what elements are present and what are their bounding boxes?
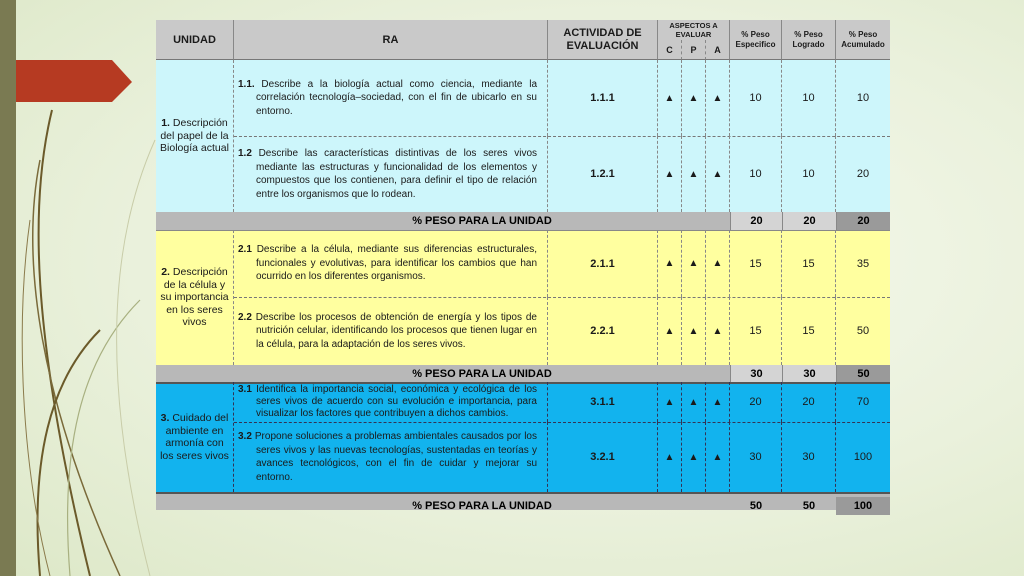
activity-1-1-1: 1.1.1 <box>548 60 658 136</box>
header-peso-logrado: % Peso Logrado <box>782 20 836 60</box>
activity-1-2-1: 1.2.1 <box>548 136 658 212</box>
triangle-c-1-1: ▲ <box>658 60 682 136</box>
unit-3-summary-especifico: 50 <box>749 500 763 512</box>
peso-acumulado-1-1: 10 <box>856 92 870 104</box>
triangle-c-1-2: ▲ <box>658 136 682 212</box>
triangle-a-2-1: ▲ <box>706 230 730 297</box>
peso-logrado-2-1: 15 <box>782 230 836 297</box>
header-peso-acumulado: % Peso Acumulado <box>836 20 890 60</box>
activity-2-1-1: 2.1.1 <box>548 230 658 297</box>
ra-2-1: 2.1 Describe a la célula, mediante sus diferencias estructurales, funcionales y evolutivas, para identificar los cambios que han ocurrido en los diferentes organismos. <box>234 230 548 297</box>
header-actividad: ACTIVIDAD DE EVALUACIÓN <box>548 20 658 60</box>
triangle-p-1-2: ▲ <box>682 136 706 212</box>
triangle-p-2-2: ▲ <box>682 297 706 365</box>
unit-3-summary-label: % PESO PARA LA UNIDAD <box>412 500 552 512</box>
header-a: A <box>706 40 730 60</box>
peso-acumulado-3-1: 70 <box>856 396 870 408</box>
header-ra: RA <box>234 20 548 60</box>
unit-3-summary-acumulado: 100 <box>836 497 890 515</box>
header-aspectos: ASPECTOS A EVALUAR <box>658 20 730 40</box>
peso-especifico-3-2: 30 <box>730 422 782 492</box>
unit-3-summary-logrado: 50 <box>802 500 816 512</box>
peso-logrado-1-1: 10 <box>782 60 836 136</box>
peso-logrado-3-2: 30 <box>782 422 836 492</box>
triangle-a-1-2: ▲ <box>706 136 730 212</box>
unit-1-summary-label: % PESO PARA LA UNIDAD <box>412 215 552 227</box>
unit-2-summary-acumulado: 50 <box>836 365 890 382</box>
peso-acumulado-3-2: 100 <box>853 451 873 463</box>
ra-1-1: 1.1. Describe a la biología actual como ciencia, mediante la correlación tecnología–sociedad, con el fin de ubicarlo en su entorno. <box>234 60 548 136</box>
triangle-a-1-1: ▲ <box>706 60 730 136</box>
triangle-a-3-1: ▲ <box>706 382 730 422</box>
ra-3-1: 3.1 Identifica la importancia social, económica y ecológica de los seres vivos de acuerdo con su evolución e importancia, para visualizar los factores que contribuyen a dichos cambios. <box>234 382 548 422</box>
triangle-c-3-2: ▲ <box>658 422 682 492</box>
ra-1-2: 1.2 Describe las características distintivas de los seres vivos mediante las estructuras y funcionalidad de los elementos y compuestos que los contienen, para definir el tipo de relación entre los organismos que lo rodean. <box>234 136 548 212</box>
header-peso-especifico: % Peso Especifico <box>730 20 782 60</box>
triangle-p-2-1: ▲ <box>682 230 706 297</box>
peso-especifico-1-1: 10 <box>730 60 782 136</box>
evaluation-table <box>156 20 890 512</box>
triangle-a-2-2: ▲ <box>706 297 730 365</box>
peso-especifico-3-1: 20 <box>730 382 782 422</box>
header-unidad: UNIDAD <box>156 20 234 60</box>
peso-logrado-3-1: 20 <box>782 382 836 422</box>
unit-1-summary-especifico: 20 <box>730 212 782 230</box>
peso-logrado-2-2: 15 <box>782 297 836 365</box>
peso-especifico-2-1: 15 <box>730 230 782 297</box>
unit-1-summary-acumulado: 20 <box>836 212 890 230</box>
unit-2-summary-logrado: 30 <box>782 365 836 382</box>
unit-2-summary-label: % PESO PARA LA UNIDAD <box>412 367 552 380</box>
ra-3-2: 3.2 Propone soluciones a problemas ambientales causados por los seres vivos y las nuevas tecnologías, sustentadas en teorías y avances tecnológicos, con el fin de cuidar y mejorar su entorno. <box>234 422 548 492</box>
peso-acumulado-2-1: 35 <box>856 257 870 270</box>
ra-2-2: 2.2 Describe los procesos de obtención de energía y los tipos de nutrición celular, identificando los procesos que tienen lugar en la célula, para la adaptación de los seres vivos. <box>234 297 548 365</box>
unit-1-name: 1. Descripción del papel de la Biología actual <box>156 60 234 212</box>
activity-3-2-1: 3.2.1 <box>548 422 658 492</box>
triangle-c-2-2: ▲ <box>658 297 682 365</box>
peso-acumulado-1-2: 20 <box>856 168 870 180</box>
unit-1-summary-logrado: 20 <box>782 212 836 230</box>
peso-logrado-1-2: 10 <box>782 136 836 212</box>
triangle-c-3-1: ▲ <box>658 382 682 422</box>
peso-acumulado-2-2: 50 <box>856 325 870 337</box>
triangle-c-2-1: ▲ <box>658 230 682 297</box>
activity-3-1-1: 3.1.1 <box>548 382 658 422</box>
peso-especifico-1-2: 10 <box>730 136 782 212</box>
unit-2-name: 2. Descripción de la célula y su importancia en los seres vivos <box>156 230 234 365</box>
unit-2-summary-especifico: 30 <box>730 365 782 382</box>
triangle-p-3-2: ▲ <box>682 422 706 492</box>
peso-especifico-2-2: 15 <box>730 297 782 365</box>
unit-3-name: 3. Cuidado del ambiente en armonía con los seres vivos <box>156 382 234 492</box>
triangle-p-3-1: ▲ <box>682 382 706 422</box>
header-c: C <box>658 40 682 60</box>
activity-2-2-1: 2.2.1 <box>548 297 658 365</box>
header-p: P <box>682 40 706 60</box>
triangle-p-1-1: ▲ <box>682 60 706 136</box>
triangle-a-3-2: ▲ <box>706 422 730 492</box>
